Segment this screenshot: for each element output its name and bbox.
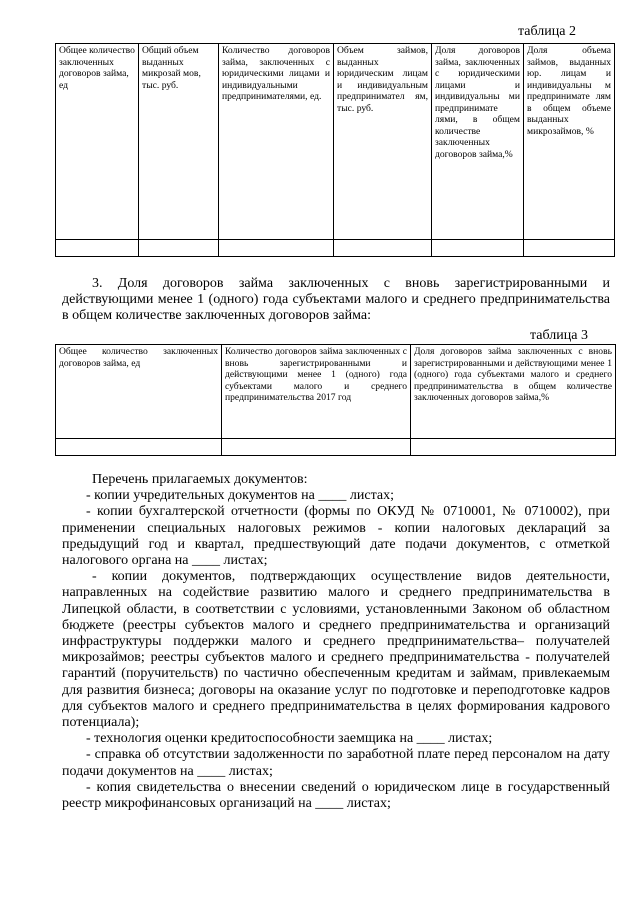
table3-header-cell: Доля договоров займа заключенных с вновь зарегистрированными и действующими менее 1 (одного) года субъектами малого и среднего предпринимательства в общем количестве заключенных договоров займа,% xyxy=(411,345,616,439)
document-item: - справка об отсутствии задолженности по заработной плате перед персоналом на дату подачи документов на ____ листах; xyxy=(62,747,610,779)
documents-title: Перечень прилагаемых документов: xyxy=(92,472,308,487)
document-item: - копии документов, подтверждающих осуществление видов деятельности, направленных на содействие развитию малого и среднего предпринимательства в Липецкой области, в соответствии с условиями, установленными Законом об областном бюджете (реестры субъектов малого и среднего предпринимательства и организаций инфраструктуры поддержки малого и среднего предпринимательства– получателей микрозаймов; реестры субъектов малого и среднего предпринимательства - получателей гарантий (поручительств) по частично обеспеченным кредитам и займам, привлекаемым для развития бизнеса; договоры на оказание услуг по подготовке и переподготовке кадров для субъектов малого и среднего предпринимательства в целях формирования кадрового потенциала); xyxy=(62,569,610,731)
table3-header-cell: Количество договоров займа заключенных с вновь зарегистрированными и действующими менее 1 (одного) года субъектами малого и среднего предпринимательства 2017 год xyxy=(222,345,411,439)
table2-header-cell: Доля договоров займа, заключенных с юридическими лицами и индивидуальны ми предпринимате лями, в общем количестве заключенных договоров займа,% xyxy=(432,44,524,240)
table-2 xyxy=(55,43,615,257)
document-item: - копии бухгалтерской отчетности (формы по ОКУД № 0710001, № 0710002), при применении специальных налоговых режимов - копии налоговых деклараций за предыдущий год и квартал, предшествующий дате подачи документов, с отметкой налогового органа на ____ листах; xyxy=(62,504,610,569)
table2-empty-cell xyxy=(56,240,139,257)
table3-empty-row xyxy=(56,439,616,456)
table3-header-row xyxy=(56,345,616,439)
table2-header-cell: Общий объем выданных микрозай мов, тыс. руб. xyxy=(139,44,219,240)
table3-empty-cell xyxy=(411,439,616,456)
table2-empty-cell xyxy=(139,240,219,257)
table3-empty-cell xyxy=(222,439,411,456)
table2-header-cell: Доля объема займов, выданных юр. лицам и индивидуальны м предпринимате лям в общем объеме выданных микрозаймов, % xyxy=(524,44,615,240)
table2-header-row xyxy=(56,44,615,240)
table2-header-cell: Объем займов, выданных юридическим лицам и индивидуальным предпринимател ям, тыс. руб. xyxy=(334,44,432,240)
table2-header-cell: Общее количество заключенных договоров займа, ед xyxy=(56,44,139,240)
table2-header-cell: Количество договоров займа, заключенных с юридическими лицами и индивидуальными предпринимателями, ед. xyxy=(219,44,334,240)
documents-list xyxy=(62,472,610,812)
table2-empty-row xyxy=(56,240,615,257)
table2-caption: таблица 2 xyxy=(518,24,576,39)
table2-empty-cell xyxy=(524,240,615,257)
table2-empty-cell xyxy=(432,240,524,257)
section-3-text: 3. Доля договоров займа заключенных с вновь зарегистрированными и действующими менее 1 (одного) года субъектами малого и среднего предпринимательства в общем количестве заключенных договоров займа: xyxy=(62,276,610,324)
document-item: - копии учредительных документов на ____ листах; xyxy=(86,488,394,504)
table2-empty-cell xyxy=(219,240,334,257)
document-item: - копия свидетельства о внесении сведений о юридическом лице в государственный реестр микрофинансовых организаций на ____ листах; xyxy=(62,779,610,812)
table2-empty-cell xyxy=(334,240,432,257)
table3-empty-cell xyxy=(56,439,222,456)
table-3 xyxy=(55,344,616,456)
document-item: - технология оценки кредитоспособности заемщика на ____ листах; xyxy=(86,731,493,747)
table3-caption: таблица 3 xyxy=(530,328,588,343)
table3-header-cell: Общее количество заключенных договоров займа, ед xyxy=(56,345,222,439)
